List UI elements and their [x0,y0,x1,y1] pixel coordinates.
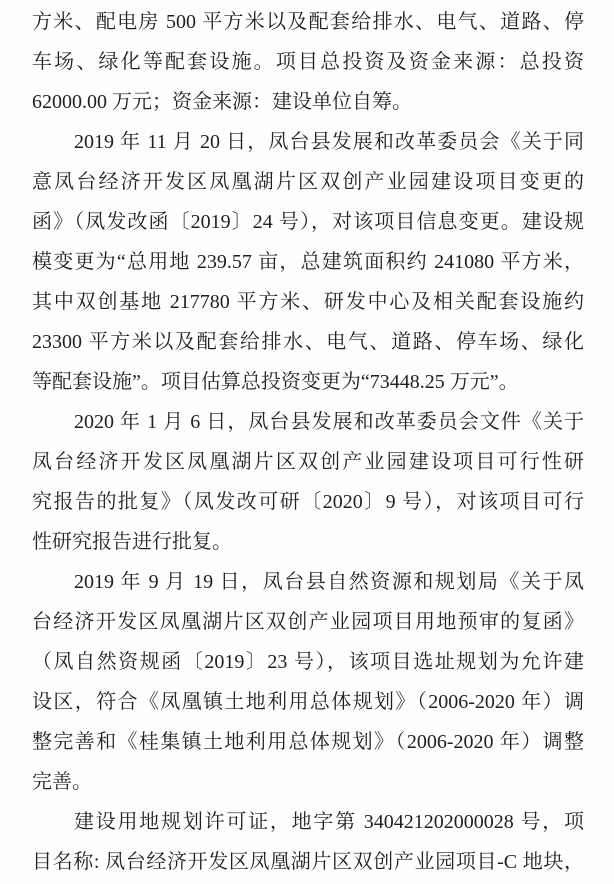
text-line: 2019 年 9 月 19 日，凤台县自然资源和规划局《关于凤 [74,571,584,593]
text-line: 模变更为“总用地 239.57 亩，总建筑面积约 241080 平方米， [32,251,584,273]
text-line: 其中双创基地 217780 平方米、研发中心及相关配套设施约 [32,291,584,313]
text-line: 意凤台经济开发区凤凰湖片区双创产业园建设项目变更的 [32,171,584,193]
text-line: 性研究报告进行批复。 [32,531,232,553]
paragraph-change-approval [32,122,584,402]
text-line: 车场、绿化等配套设施。项目总投资及资金来源：总投资 [32,51,584,73]
text-line: 凤台经济开发区凤凰湖片区双创产业园建设项目可行性研 [32,451,584,473]
paragraph-continuation [32,2,584,122]
text-line: 究报告的批复》（凤发改可研〔2020〕9 号），对该项目可行 [32,491,584,513]
text-line: 台经济开发区凤凰湖片区双创产业园项目用地预审的复函》 [32,611,584,633]
text-line: 方米、配电房 500 平方米以及配套给排水、电气、道路、停 [32,11,584,33]
text-line: 完善。 [32,771,92,793]
paragraph-planning-permit [32,802,584,882]
text-line: 2019 年 11 月 20 日，凤台县发展和改革委员会《关于同 [74,131,584,153]
paragraph-land-preapproval [32,562,584,802]
text-line: 等配套设施”。项目估算总投资变更为“73448.25 万元”。 [32,371,519,393]
text-line: 函》（凤发改函〔2019〕24 号），对该项目信息变更。建设规 [32,211,584,233]
paragraph-feasibility-report [32,402,584,562]
text-line: 建设用地规划许可证，地字第 340421202000028 号，项 [74,811,584,833]
text-line: 设区，符合《凤凰镇土地利用总体规划》（2006-2020 年）调 [32,691,584,713]
text-line: 整完善和《桂集镇土地利用总体规划》（2006-2020 年）调整 [32,731,584,753]
text-line: 23300 平方米以及配套给排水、电气、道路、停车场、绿化 [32,331,584,353]
text-line: 目名称: 凤台经济开发区凤凰湖片区双创产业园项目-C 地块， [32,851,584,873]
text-line: 2020 年 1 月 6 日，凤台县发展和改革委员会文件《关于 [74,411,584,433]
text-line: （凤自然资规函〔2019〕23 号），该项目选址规划为允许建 [32,651,584,673]
text-line: 62000.00 万元；资金来源：建设单位自筹。 [32,91,412,113]
